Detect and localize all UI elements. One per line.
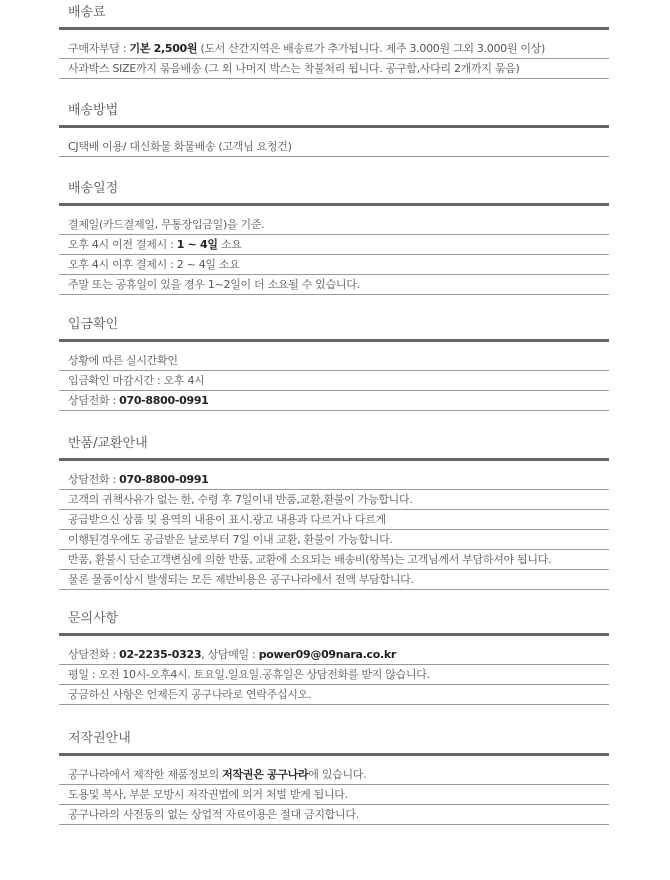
section-title: 배송일정 xyxy=(68,181,119,196)
section-copyright xyxy=(59,729,609,825)
info-row xyxy=(59,490,609,510)
info-row xyxy=(59,351,609,371)
section-title: 문의사항 xyxy=(68,611,119,626)
info-row xyxy=(59,510,609,530)
section-title: 배송방법 xyxy=(68,103,119,118)
info-emphasis: 070-8800-0991 xyxy=(119,473,209,486)
section-divider xyxy=(59,27,609,30)
info-row xyxy=(59,645,609,665)
info-row xyxy=(59,137,609,157)
info-text: 상담전화 : xyxy=(68,648,120,661)
section-divider xyxy=(59,633,609,636)
info-emphasis: power09@09nara.co.kr xyxy=(258,648,397,661)
info-emphasis: 070-8800-0991 xyxy=(119,394,209,407)
info-text: 구매자부담 : xyxy=(68,42,130,55)
info-emphasis: 1 ~ 4일 xyxy=(176,238,218,251)
info-text: CJ택배 이용/ 대신화물 화물배송 (고객님 요청건) xyxy=(68,140,292,153)
info-list xyxy=(59,351,609,411)
info-text: 오후 4시 이전 결제시 : xyxy=(68,238,177,251)
info-text: 상황에 따른 실시간확인 xyxy=(68,354,178,367)
section-shipping-fee xyxy=(59,3,609,79)
section-payment-confirm xyxy=(59,315,609,411)
info-row xyxy=(59,371,609,391)
info-row xyxy=(59,785,609,805)
info-text: 에 있습니다. xyxy=(308,768,367,781)
info-row xyxy=(59,391,609,411)
section-divider xyxy=(59,125,609,128)
section-shipping-schedule xyxy=(59,179,609,295)
info-text: 사과박스 SIZE까지 묶음배송 (그 외 나머지 박스는 착불처리 됩니다. 공구함,사다리 2개까지 묶음) xyxy=(68,62,520,75)
info-emphasis: 02-2235-0323 xyxy=(119,648,202,661)
section-divider xyxy=(59,753,609,756)
info-text: , 상담메일 : xyxy=(201,648,259,661)
info-list xyxy=(59,137,609,157)
info-list xyxy=(59,645,609,705)
info-row xyxy=(59,550,609,570)
info-row xyxy=(59,255,609,275)
info-text: 공구나라에서 제작한 제품정보의 xyxy=(68,768,223,781)
section-title: 저작권안내 xyxy=(68,731,131,746)
section-title: 반품/교환안내 xyxy=(68,436,148,451)
info-row xyxy=(59,235,609,255)
info-row xyxy=(59,39,609,59)
section-title: 배송료 xyxy=(68,5,106,20)
info-text: 주말 또는 공휴일이 있을 경우 1~2일이 더 소요될 수 있습니다. xyxy=(68,278,360,291)
info-text: 이행된경우에도 공급받은 날로부터 7일 이내 교환, 환불이 가능합니다. xyxy=(68,533,393,546)
section-inquiry xyxy=(59,609,609,705)
info-list xyxy=(59,215,609,295)
info-row xyxy=(59,275,609,295)
info-text: (도서 산간지역은 배송료가 추가됩니다. 제주 3.000원 그외 3.000원 이상) xyxy=(197,42,546,55)
section-return-exchange xyxy=(59,434,609,590)
section-divider xyxy=(59,339,609,342)
info-text: 고객의 귀책사유가 없는 한, 수령 후 7일이내 반품,교환,환불이 가능합니다. xyxy=(68,493,413,506)
info-text: 입금확인 마감시간 : 오후 4시 xyxy=(68,374,205,387)
info-text: 소요 xyxy=(217,238,242,251)
info-list xyxy=(59,470,609,590)
info-list xyxy=(59,765,609,825)
info-text: 상담전화 : xyxy=(68,394,120,407)
info-row xyxy=(59,765,609,785)
section-divider xyxy=(59,203,609,206)
info-row xyxy=(59,805,609,825)
section-shipping-method xyxy=(59,101,609,157)
info-text: 도용및 복사, 부분 모방시 저작권법에 의거 처벌 받게 됩니다. xyxy=(68,788,348,801)
info-text: 궁금하신 사항은 언제든지 공구나라로 연락주십시오. xyxy=(68,688,312,701)
section-divider xyxy=(59,458,609,461)
info-row xyxy=(59,530,609,550)
info-text: 공급받으신 상품 및 용역의 내용이 표시.광고 내용과 다르거나 다르게 xyxy=(68,513,386,526)
info-row xyxy=(59,59,609,79)
info-text: 물론 물품이상시 발생되는 모든 제반비용은 공구나라에서 전액 부담합니다. xyxy=(68,573,414,586)
info-row xyxy=(59,685,609,705)
info-text: 공구나라의 사전동의 없는 상업적 자료이용은 절대 금지합니다. xyxy=(68,808,359,821)
info-row xyxy=(59,215,609,235)
info-text: 반품, 환불시 단순고객변심에 의한 반품, 교환에 소요되는 배송비(왕복)는 고객님께서 부담하셔야 됩니다. xyxy=(68,553,552,566)
info-row xyxy=(59,665,609,685)
info-text: 오후 4시 이후 결제시 : 2 ~ 4일 소요 xyxy=(68,258,240,271)
info-emphasis: 저작권은 공구나라 xyxy=(222,768,309,781)
info-list xyxy=(59,39,609,79)
info-text: 상담전화 : xyxy=(68,473,120,486)
info-text: 평일 : 오전 10시-오후4시. 토요일.일요일.공휴일은 상담전화를 받지 않습니다. xyxy=(68,668,430,681)
info-row xyxy=(59,470,609,490)
info-emphasis: 기본 2,500원 xyxy=(129,42,198,55)
section-title: 입금확인 xyxy=(68,317,119,332)
info-text: 결제일(카드결제일, 무통장입금일)을 기준. xyxy=(68,218,265,231)
info-row xyxy=(59,570,609,590)
